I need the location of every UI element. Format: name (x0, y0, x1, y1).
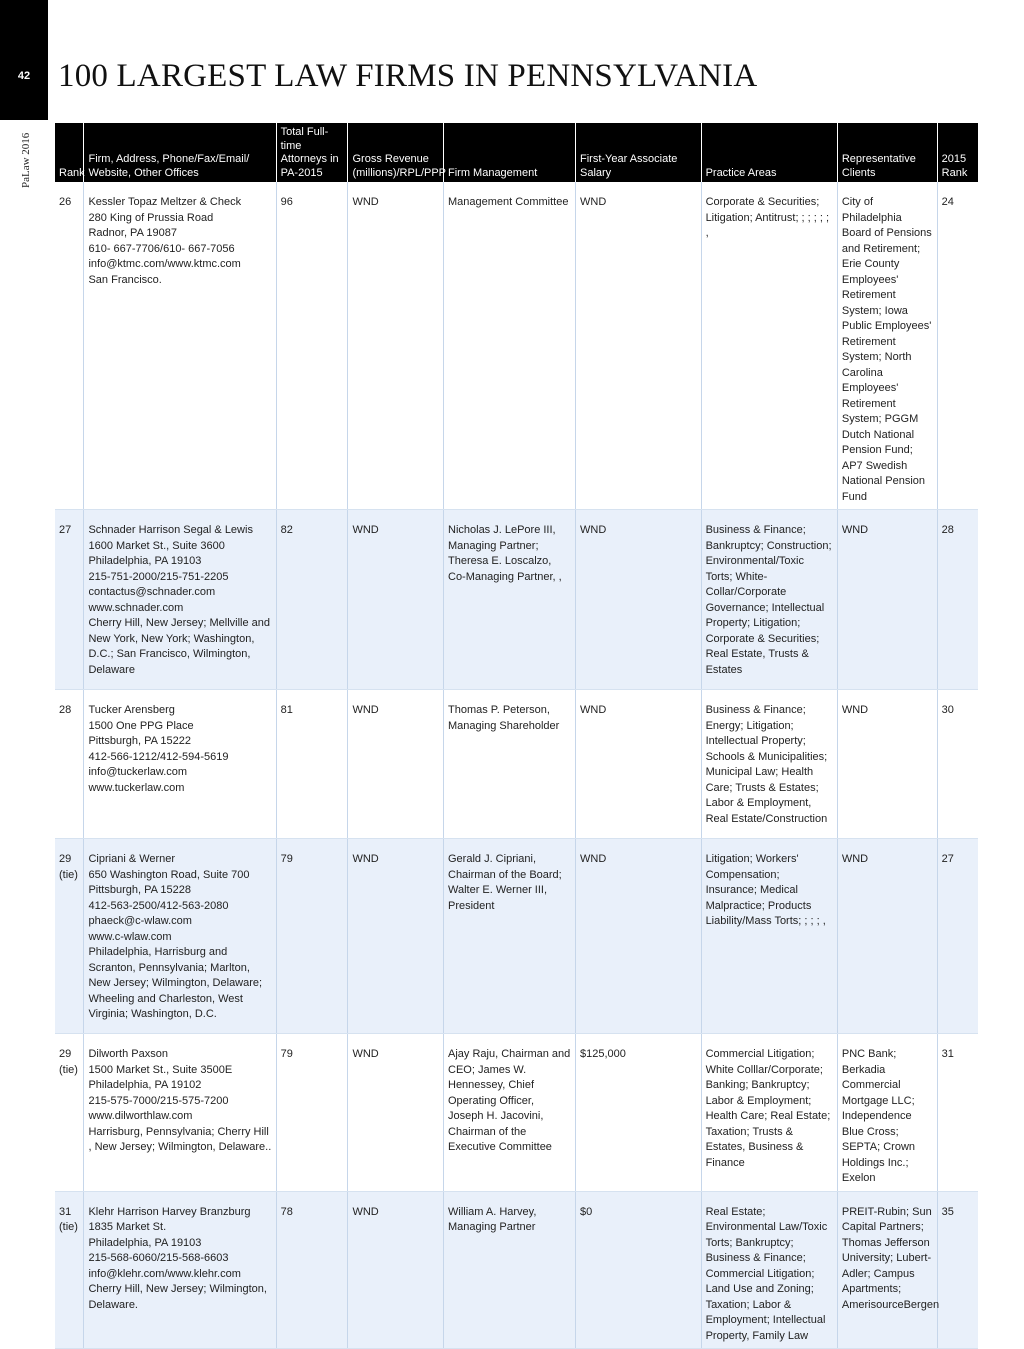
firm-cell (84, 690, 276, 839)
firm-cell (84, 1191, 276, 1349)
firm-detail-line: 1500 One PPG Place (88, 719, 194, 732)
prev-rank-cell: 30 (937, 690, 978, 839)
firm-detail-line: info@tuckerlaw.com (88, 766, 188, 778)
rank-cell: 31 (tie) (55, 1191, 84, 1349)
revenue-cell: WND (348, 839, 444, 1034)
revenue-cell: WND (348, 690, 444, 839)
table-row (55, 510, 978, 690)
rank-cell: 27 (55, 510, 84, 690)
firm-detail-line: info@klehr.com/www.klehr.com (88, 1267, 241, 1280)
attorneys-cell: 82 (276, 510, 348, 690)
prev-rank-cell: 35 (937, 1191, 978, 1349)
table-row (55, 182, 978, 510)
clients-cell: City of Philadelphia Board of Pensions and Retirement; Erie County Employees' Retirement System; Iowa Public Employees' Retirement System; North Carolina Employees' Retirement System; PGGM Dutch National Pension Fund; AP7 Swedish National Pension Fund (837, 182, 937, 510)
management-cell: Management Committee (444, 182, 576, 510)
firm-detail-line: 412-566-1212/412-594-5619 (88, 750, 229, 763)
header-revenue: Gross Revenue (millions)/RPL/PPP (348, 123, 444, 182)
publication-side-label: PaLaw 2016 (20, 132, 32, 188)
salary-cell: WND (576, 839, 702, 1034)
firm-detail-line: Harrisburg, Pennsylvania; Cherry Hill , New Jersey; Wilmington, Delaware.. (88, 1125, 272, 1153)
header-practice-areas: Practice Areas (701, 123, 837, 182)
firm-detail-line: phaeck@c-wlaw.com (88, 915, 192, 927)
firm-detail-line: 650 Washington Road, Suite 700 (88, 868, 250, 881)
firm-name: Cipriani & Werner (88, 853, 176, 865)
firm-detail-line: www.dilworthlaw.com (88, 1110, 193, 1122)
salary-cell: $0 (576, 1191, 702, 1349)
firm-detail-line: Radnor, PA 19087 (88, 227, 177, 239)
firm-detail-line: 412-563-2500/412-563-2080 (88, 899, 229, 912)
salary-cell: $125,000 (576, 1034, 702, 1192)
header-clients: Representative Clients (837, 123, 937, 182)
header-attorneys: Total Full-time Attorneys in PA-2015 (276, 123, 348, 182)
attorneys-cell: 78 (276, 1191, 348, 1349)
table-row (55, 839, 978, 1034)
firm-cell (84, 182, 276, 510)
page-title: 100 LARGEST LAW FIRMS IN PENNSYLVANIA (58, 58, 758, 94)
prev-rank-cell: 31 (937, 1034, 978, 1192)
firm-detail-line: Philadelphia, PA 19103 (88, 1236, 202, 1249)
practice-areas-cell: Corporate & Securities; Litigation; Antitrust; ; ; ; ; ; , (701, 182, 837, 510)
firm-detail-line: 280 King of Prussia Road (88, 211, 214, 224)
revenue-cell: WND (348, 1191, 444, 1349)
firm-name: Kessler Topaz Meltzer & Check (88, 196, 242, 208)
table-header-row (55, 123, 978, 182)
firm-name: Klehr Harrison Harvey Branzburg (88, 1205, 251, 1218)
table-row (55, 690, 978, 839)
rank-cell: 29 (tie) (55, 839, 84, 1034)
attorneys-cell: 79 (276, 839, 348, 1034)
firm-detail-line: contactus@schnader.com (88, 586, 216, 598)
firm-detail-line: Philadelphia, Harrisburg and Scranton, Pennsylvania; Marlton, New Jersey; Wilmington, Delaware; Wheeling and Charleston, West Virginia; Washington, D.C. (88, 946, 263, 1020)
header-salary: First-Year Associate Salary (576, 123, 702, 182)
table-row (55, 1034, 978, 1192)
management-cell: Nicholas J. LePore III, Managing Partner; Theresa E. Loscalzo, Co-Managing Partner, , (444, 510, 576, 690)
management-cell: Ajay Raju, Chairman and CEO; James W. Hennessey, Chief Operating Officer, Joseph H. Jacovini, Chairman of the Executive Committee (444, 1034, 576, 1192)
firm-detail-line: Philadelphia, PA 19103 (88, 555, 202, 567)
firm-detail-line: Cherry Hill, New Jersey; Wilmington, Delaware. (88, 1283, 267, 1311)
salary-cell: WND (576, 510, 702, 690)
firm-detail-line: 610- 667-7706/610- 667-7056 (88, 242, 235, 255)
prev-rank-cell: 28 (937, 510, 978, 690)
attorneys-cell: 81 (276, 690, 348, 839)
revenue-cell: WND (348, 1034, 444, 1192)
firm-cell (84, 510, 276, 690)
header-management: Firm Management (444, 123, 576, 182)
practice-areas-cell: Real Estate; Environmental Law/Toxic Torts; Bankruptcy; Business & Finance; Commercial Litigation; Land Use and Zoning; Taxation; Labor & Employment; Intellectual Property, Family Law (701, 1191, 837, 1349)
firm-detail-line: Pittsburgh, PA 15228 (88, 884, 192, 896)
clients-cell: WND (837, 839, 937, 1034)
rank-cell: 29 (tie) (55, 1034, 84, 1192)
attorneys-cell: 79 (276, 1034, 348, 1192)
page-number-tab (0, 0, 48, 120)
salary-cell: WND (576, 690, 702, 839)
firm-detail-line: San Francisco. (88, 273, 162, 286)
table-row (55, 1191, 978, 1349)
revenue-cell: WND (348, 510, 444, 690)
clients-cell: WND (837, 510, 937, 690)
clients-cell: PNC Bank; Berkadia Commercial Mortgage LLC; Independence Blue Cross; SEPTA; Crown Holdings Inc.; Exelon (837, 1034, 937, 1192)
firm-detail-line: www.tuckerlaw.com (88, 781, 185, 794)
management-cell: Gerald J. Cipriani, Chairman of the Board; Walter E. Werner III, President (444, 839, 576, 1034)
firm-detail-line: info@ktmc.com/www.ktmc.com (88, 258, 241, 270)
firm-detail-line: 1600 Market St., Suite 3600 (88, 539, 225, 552)
firm-detail-line: Pittsburgh, PA 15222 (88, 735, 192, 747)
prev-rank-cell: 27 (937, 839, 978, 1034)
rank-cell: 28 (55, 690, 84, 839)
firm-detail-line: www.c-wlaw.com (88, 930, 172, 943)
firm-detail-line: Cherry Hill, New Jersey; Mellville and New York, New York; Washington, D.C.; San Francisco, Wilmington, Delaware (88, 617, 271, 676)
firm-cell (84, 1034, 276, 1192)
clients-cell: WND (837, 690, 937, 839)
practice-areas-cell: Commercial Litigation; White Colllar/Corporate; Banking; Bankruptcy; Labor & Employment; Health Care; Real Estate; Taxation; Trusts & Estates, Business & Finance (701, 1034, 837, 1192)
firm-detail-line: 215-575-7000/215-575-7200 (88, 1094, 229, 1107)
header-rank: Rank (55, 123, 84, 182)
revenue-cell: WND (348, 182, 444, 510)
firm-detail-line: Philadelphia, PA 19102 (88, 1079, 202, 1091)
header-firm: Firm, Address, Phone/Fax/Email/ Website, Other Offices (84, 123, 276, 182)
attorneys-cell: 96 (276, 182, 348, 510)
firm-cell (84, 839, 276, 1034)
firm-detail-line: 1835 Market St. (88, 1221, 167, 1233)
practice-areas-cell: Business & Finance; Bankruptcy; Construction; Environmental/Toxic Torts; White-Collar/Corporate Governance; Intellectual Property; Litigation; Corporate & Securities; Real Estate, Trusts & Estates (701, 510, 837, 690)
firm-detail-line: 215-568-6060/215-568-6603 (88, 1252, 229, 1264)
clients-cell: PREIT-Rubin; Sun Capital Partners; Thomas Jefferson University; Lubert-Adler; Campus Apartments; AmerisourceBergen (837, 1191, 937, 1349)
salary-cell: WND (576, 182, 702, 510)
law-firms-table (55, 123, 978, 1349)
management-cell: William A. Harvey, Managing Partner (444, 1191, 576, 1349)
firm-name: Dilworth Paxson (88, 1048, 168, 1060)
firm-detail-line: www.schnader.com (88, 601, 184, 614)
rank-cell: 26 (55, 182, 84, 510)
table-body (55, 182, 978, 1349)
firm-name: Schnader Harrison Segal & Lewis (88, 524, 253, 536)
practice-areas-cell: Business & Finance; Energy; Litigation; Intellectual Property; Schools & Municipalities; Municipal Law; Health Care; Trusts & Estates; Labor & Employment, Real Estate/Construction (701, 690, 837, 839)
firm-detail-line: 1500 Market St., Suite 3500E (88, 1063, 233, 1076)
page-number: 42 (17, 70, 31, 82)
prev-rank-cell: 24 (937, 182, 978, 510)
practice-areas-cell: Litigation; Workers' Compensation; Insurance; Medical Malpractice; Products Liability/Mass Torts; ; ; ; , (701, 839, 837, 1034)
firm-name: Tucker Arensberg (88, 704, 175, 716)
header-prev-rank: 2015 Rank (937, 123, 978, 182)
firm-detail-line: 215-751-2000/215-751-2205 (88, 570, 229, 583)
management-cell: Thomas P. Peterson, Managing Shareholder (444, 690, 576, 839)
